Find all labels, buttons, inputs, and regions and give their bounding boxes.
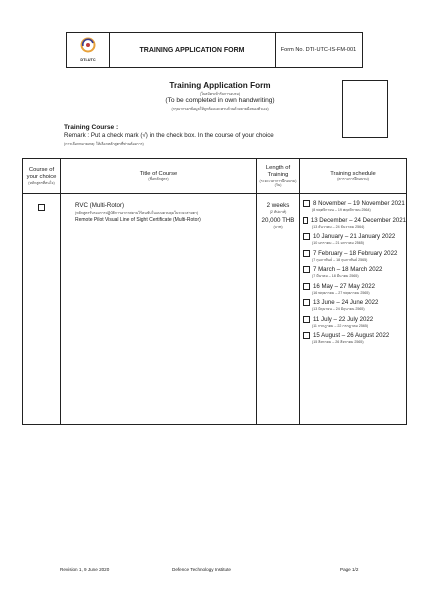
schedule-date-th: (16 พฤษภาคม – 27 พฤษภาคม 2565) <box>312 290 370 295</box>
course-table <box>22 158 407 425</box>
schedule-item-1 <box>303 217 406 230</box>
course-name-en: Remote Pilot Visual Line of Sight Certificate (Multi-Rotor) <box>75 217 201 223</box>
course-name-th: (หลักสูตรรับรองการปฏิบัติการอากาศยานไร้คนขับในแบบควบคุมในระยะสายตา) <box>75 211 199 215</box>
header-choice-label: Course of your choice <box>26 167 57 180</box>
schedule-checkbox[interactable] <box>303 217 308 224</box>
header-title-th: (ชื่อหลักสูตร) <box>148 177 169 182</box>
photo-box[interactable] <box>342 80 388 138</box>
schedule-item-6 <box>303 299 406 312</box>
schedule-date-th: (11 กรกฎาคม – 22 กรกฎาคม 2565) <box>312 323 369 328</box>
schedule-date-th: (10 มกราคม – 21 มกราคม 2565) <box>312 241 364 245</box>
schedule-date-th: (8 พฤศจิกายน – 19 พฤศจิกายน 2564) <box>312 208 371 212</box>
remark-th: (การเลือกหมายเหตุ: ให้เลือกหลักสูตรที่ท่านต้องการ) <box>64 142 144 146</box>
schedule-item-5 <box>303 283 406 296</box>
schedule-item-7 <box>303 316 406 329</box>
schedule-checkbox[interactable] <box>303 233 310 240</box>
choice-cell <box>23 194 61 425</box>
schedule-date: 16 May – 27 May 2022 <box>313 282 375 290</box>
header-schedule-th: (ตารางการฝึกอบรม) <box>337 177 369 182</box>
header-schedule-label: Training schedule <box>330 170 376 177</box>
form-subtitle: (To be completed in own handwriting) <box>165 97 275 104</box>
length-cell <box>257 194 300 425</box>
schedule-date-th: (7 กุมภาพันธ์ – 18 กุมภาพันธ์ 2565) <box>312 257 368 262</box>
schedule-date-th: (13 มิถุนายน – 24 มิถุนายน 2565) <box>312 307 365 311</box>
course-cell <box>61 194 257 425</box>
schedule-date: 8 November – 19 November 2021 <box>313 200 405 207</box>
schedule-date-th: (7 มีนาคม – 18 มีนาคม 2565) <box>312 274 359 278</box>
schedule-date: 15 August – 26 August 2022 <box>313 332 390 339</box>
schedule-item-2 <box>303 233 406 246</box>
schedule-item-0 <box>303 200 406 213</box>
schedule-item-3 <box>303 250 406 263</box>
schedule-date: 13 December – 24 December 2021 <box>310 216 406 224</box>
dti-logo-icon <box>80 37 96 53</box>
schedule-item-8 <box>303 332 406 345</box>
schedule-checkbox[interactable] <box>303 299 310 306</box>
footer-revision: Revision 1, 9 June 2020 <box>60 567 110 572</box>
schedule-date: 7 March – 18 March 2022 <box>313 266 383 273</box>
header-schedule <box>300 159 407 194</box>
logo-text: DTI-UTC <box>80 58 96 62</box>
schedule-date-th: (13 ธันวาคม – 24 ธันวาคม 2564) <box>312 224 365 229</box>
course-checkbox[interactable] <box>38 204 45 211</box>
schedule-cell <box>300 194 407 425</box>
schedule-date-th: (15 สิงหาคม – 26 สิงหาคม 2565) <box>312 340 364 344</box>
header-choice <box>23 159 61 194</box>
footer-page: Page 1/2 <box>340 567 359 572</box>
form-title: Training Application Form <box>169 81 271 90</box>
course-price-unit: (บาท) <box>273 225 283 229</box>
header-title-label: Title of Course <box>139 170 178 177</box>
schedule-checkbox[interactable] <box>303 316 310 323</box>
header-choice-th: (หลักสูตรที่สนใจ) <box>28 180 55 185</box>
schedule-checkbox[interactable] <box>303 283 310 290</box>
schedule-date: 10 January – 21 January 2022 <box>313 233 396 240</box>
schedule-checkbox[interactable] <box>303 266 310 273</box>
table-row <box>23 194 407 425</box>
schedule-checkbox[interactable] <box>303 250 310 257</box>
remark: Remark : Put a check mark (√) in the check box. In the course of your choice <box>64 132 274 139</box>
header-title <box>61 159 257 194</box>
schedule-date: 13 June – 24 June 2022 <box>313 299 379 306</box>
course-length-th: (2 สัปดาห์) <box>269 210 287 214</box>
table-header-row <box>23 159 407 194</box>
schedule-date: 7 February – 18 February 2022 <box>313 249 398 257</box>
course-price: 20,000 THB <box>261 217 295 224</box>
form-subtitle-th: (กรุณากรอกข้อมูลให้ถูกต้องและครบถ้วนด้วยลายมือของตัวเอง) <box>171 107 269 111</box>
header-length <box>257 159 300 194</box>
header-length-unit: (วัน) <box>274 182 282 187</box>
course-length: 2 weeks <box>266 202 290 209</box>
header-length-label: Length of Training <box>265 165 291 178</box>
header-title: TRAINING APPLICATION FORM <box>109 33 276 67</box>
header-length-th: (ระยะเวลาการฝึกอบรม) <box>259 178 297 183</box>
form-number: Form No. DTI-UTC-IS-FM-001 <box>280 47 357 53</box>
course-label: Training Course : <box>64 124 119 131</box>
footer-institute: Defence Technology Institute <box>172 567 231 572</box>
schedule-item-4 <box>303 266 406 279</box>
form-header <box>66 32 363 68</box>
schedule-checkbox[interactable] <box>303 200 310 207</box>
logo-cell <box>67 33 110 67</box>
schedule-checkbox[interactable] <box>303 332 310 339</box>
schedule-date: 11 July – 22 July 2022 <box>313 315 374 323</box>
form-title-th: (ใบสมัครเข้ารับการอบรม) <box>199 92 241 96</box>
course-name: RVC (Multi-Rotor) <box>75 202 125 209</box>
